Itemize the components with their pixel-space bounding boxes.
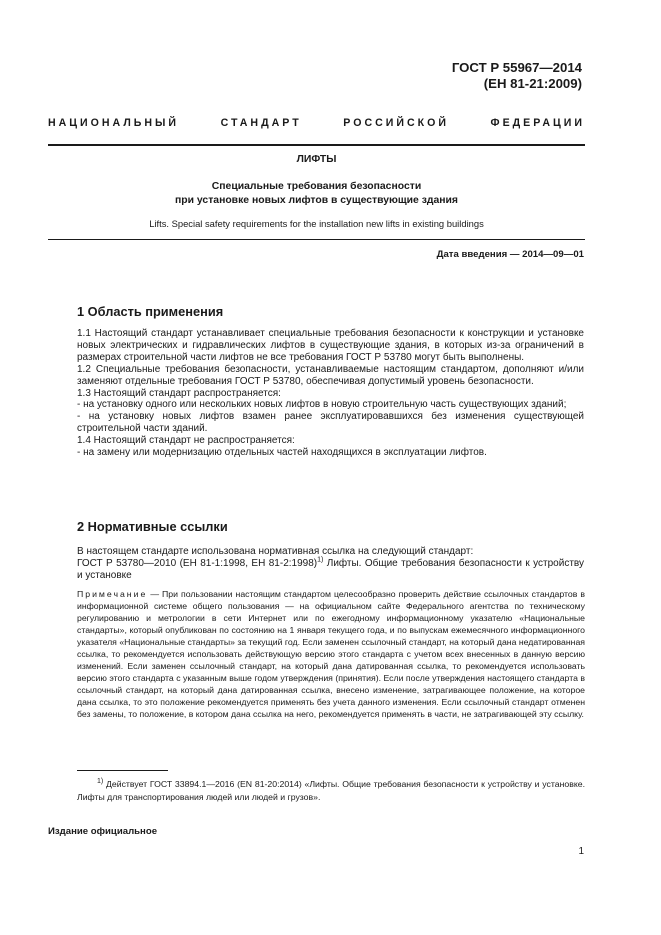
- reference-title: Лифты. Общие требования безопасности к устройству и установке: [77, 557, 584, 581]
- title-rule: [48, 239, 585, 240]
- page-number: 1: [578, 846, 584, 857]
- footnote-marker: 1): [97, 778, 104, 786]
- standard-number: ГОСТ Р 55967—2014: [451, 60, 582, 75]
- english-title: Lifts. Special safety requirements for the installation new lifts in existing buildings: [149, 218, 484, 229]
- national-standard-title: НАЦИОНАЛЬНЫЙ СТАНДАРТ РОССИЙСКОЙ ФЕДЕРАЦИИ: [48, 117, 585, 129]
- footnote-text: Действует ГОСТ 33894.1—2016 (EN 81-20:2014) «Лифты. Общие требования безопасности к устройству и установке. Лифты для транспортирования людей или людей и грузов».: [77, 779, 585, 802]
- footnote: [77, 778, 585, 804]
- document-title: ЛИФТЫ: [296, 154, 337, 165]
- subtitle-line-1: Специальные требования безопасности: [211, 181, 422, 192]
- note-label: Примечание: [77, 589, 148, 599]
- reference-entry: [77, 558, 584, 582]
- paragraph-1-3a: - на установку одного или нескольких новых лифтов в новую строительную часть существующих зданий;: [77, 399, 567, 411]
- footnote-ref-marker: 1): [317, 556, 324, 564]
- introduction-date: Дата введения — 2014—09—01: [436, 249, 584, 260]
- paragraph-1-4: 1.4 Настоящий стандарт не распространяется:: [77, 435, 295, 447]
- standard-equivalent: (ЕН 81-21:2009): [483, 76, 582, 91]
- paragraph-1-3: 1.3 Настоящий стандарт распространяется:: [77, 387, 281, 399]
- footnote-rule: [77, 770, 168, 771]
- note-text: — При пользовании настоящим стандартом целесообразно проверить действие ссылочных стандартов в информационной системе общего пользования — на официальном сайте Федерального агентства по техническому регулированию и метрологии в сети Интернет или по ежегодному информационному указателю «Национальные стандарты», который опубликован по состоянию на 1 января текущего года, и по выпускам ежемесячного информационного указателя «Национальные стандарты» за текущий год. Если заменен ссылочный стандарт, на который дана недатированная ссылка, то рекомендуется использовать действующую версию этого стандарта с учетом всех внесенных в данную версию изменений. Если заменен ссылочный стандарт, на который дана датированная ссылка, то рекомендуется использовать версию этого стандарта с указанным выше годом утверждения (принятия). Если после утверждения настоящего стандарта в ссылочный стандарт, на который дана датированная ссылка, внесено изменение, затрагивающее положение, на которое дана ссылка, то это положение рекомендуется применять без учета данного изменения. Если ссылочный стандарт отменен без замены, то положение, в котором дана ссылка на него, рекомендуется применять в части, не затрагивающей эту ссылку.: [77, 589, 585, 719]
- paragraph-1-1: 1.1 Настоящий стандарт устанавливает специальные требования безопасности к конструкции и установке новых электрических и гидравлических лифтов в существующие здания, в которых из-за ограничений в размерах строительной части лифтов не все требования ГОСТ Р 53780 могут быть выполнены.: [77, 328, 584, 363]
- subtitle-line-2: при установке новых лифтов в существующие здания: [175, 194, 458, 206]
- note-block: [77, 588, 585, 720]
- paragraph-1-4a: - на замену или модернизацию отдельных частей находящихся в эксплуатации лифтов.: [77, 447, 487, 459]
- paragraph-2-intro: В настоящем стандарте использована нормативная ссылка на следующий стандарт:: [77, 546, 474, 557]
- document-subtitle: [48, 180, 585, 208]
- standard-number-block: [452, 60, 582, 92]
- section-1-body: [77, 328, 584, 459]
- paragraph-1-3b: - на установку новых лифтов взамен ранее эксплуатировавшихся без изменения существующей строительной части зданий.: [77, 411, 584, 435]
- section-2-body: [77, 546, 584, 582]
- section-1-heading: 1 Область применения: [77, 304, 224, 319]
- header-rule: [48, 144, 585, 146]
- section-2-heading: 2 Нормативные ссылки: [77, 519, 228, 534]
- edition-label: Издание официальное: [48, 826, 158, 837]
- paragraph-1-2: 1.2 Специальные требования безопасности, устанавливаемые настоящим стандартом, дополняют и/или заменяют отдельные требования ГОСТ Р 53780, обеспечивая допустимый уровень безопасности.: [77, 363, 584, 387]
- reference-standard: ГОСТ Р 53780—2010 (ЕН 81-1:1998, ЕН 81-2:1998): [77, 557, 318, 569]
